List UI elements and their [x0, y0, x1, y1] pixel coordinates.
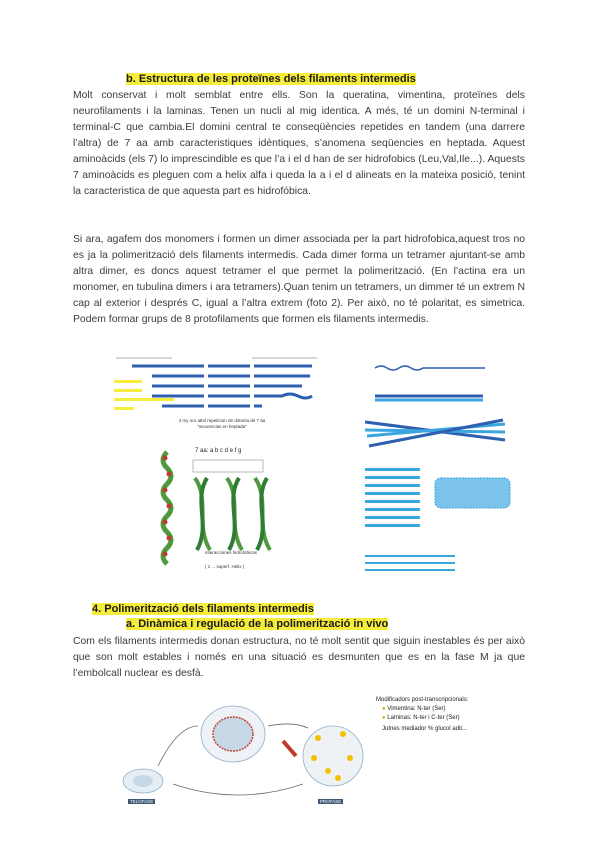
section-4a-subheading: a. Dinàmica i regulació de la polimerització in vivo [126, 618, 389, 630]
figure1-caption: 4 my oro attol repeticion de dimeria de 7 aa "secuencias en heptada" [178, 418, 266, 429]
notes-item-laminas: ● Laminas: N-ter i C-ter (Ser) [382, 715, 460, 721]
mitotic-cycle-diagram [118, 696, 368, 811]
post-translational-notes [376, 696, 526, 746]
figure-mitotic-cycle [118, 696, 368, 811]
heptad-label: 7 aa: a b c d e f g [195, 448, 242, 454]
section-b-paragraph-2: Si ara, agafem dos monomers i formen un dimer associada per la part hidrofobica,aquest tros no es ja la polimerització dels filaments intermedis. Cada dimer forma un tetramer ajuntant-se amb altra dimer, es doncs aquest tetramer el que permet la polimerització. (En l’actina era un monomer, en tubulina dimers i ara tetramers).Quan tenim un tetramers, un dimmer té un extrem N cap al exterior i després C, igual a l’altra extrem (foto 2). Per això, no té polaritat, es simetrica. Podem formar grups de 8 protofilaments que formen els filaments intermedis. [73, 234, 525, 325]
prophase-label: PROFASE [320, 799, 342, 804]
phospho-icon: ● [382, 715, 386, 721]
section-4-heading: 4. Polimerització dels filaments intermedis [92, 603, 314, 615]
section-4-paragraph: Com els filaments intermedis donan estructura, no té molt sentit que siguin inestables és per això que son molt estables i només en una situació es desmunten que es en la fase M ja que l’embolcall nuclear es desfà. [73, 636, 525, 679]
figure-coiled-coil [155, 440, 315, 575]
protofilament-array [365, 468, 510, 571]
twisted-helices [195, 478, 270, 550]
notes-title: Modificadors post-transcripcionals: [376, 697, 469, 703]
section-b-paragraph-1: Molt conservat i molt semblat entre ells. Son la queratina, vimentina, proteïnes dels neurofilaments i la laminas. Tenen un nucli al mig identica. A més, té un domini N-terminal i terminal-C que cambia.El domini central te conseqüències repetides en tandem (una darrere l’altra) de 7 aa amb caracteristiques idèntiques, s’anomena seqüencies en heptada. Aquest aminoàcids (els 7) lo imprescindible es que l’a i el d han de ser hidrofobics (Leu,Val,Ile...). Aquests 7 aminoàcids es pleguen com a helix alfa i queda la a i el d alineats en la mateixa posició, tenint la caracteristica de que aquesta part es hidrofóbica. [73, 90, 525, 197]
telophase-label: TELOFASE [130, 799, 154, 804]
notes-extra: Jutnes mediador % glucol adit... [382, 726, 468, 732]
tetramer-assembly-diagram [355, 350, 525, 585]
left-helix-column [163, 452, 172, 564]
notes-item-vimentina: ● Vimentina: N-ter (Ser) [382, 706, 446, 712]
figure-domain-structure [112, 352, 322, 437]
hydrophobic-label: interacciones hidrofobicas [205, 550, 258, 555]
hydrophobic-sublabel: ( 1 ... superf. Helix ) [205, 564, 245, 569]
figure-tetramer-assembly [355, 350, 525, 585]
phospho-icon: ● [382, 706, 386, 712]
section-b-heading: b. Estructura de les proteïnes dels filaments intermedis [126, 73, 416, 85]
